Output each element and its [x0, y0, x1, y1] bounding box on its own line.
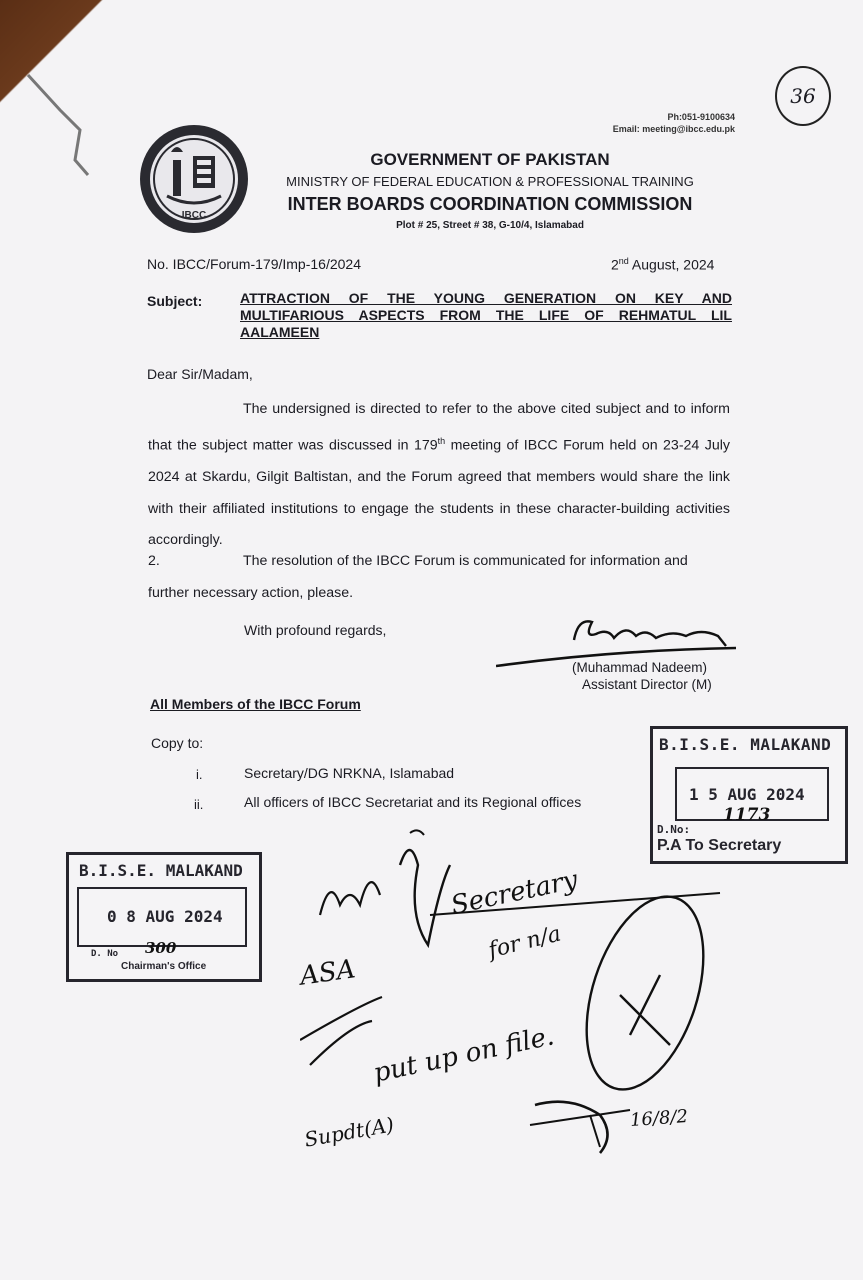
closing-regards: With profound regards, — [244, 622, 387, 638]
subject-label: Subject: — [147, 293, 203, 309]
contact-phone: Ph:051-9100634 — [667, 112, 735, 122]
salutation: Dear Sir/Madam, — [147, 366, 253, 382]
copy-item-number: i. — [196, 767, 203, 782]
handwritten-date: 16/8/2 — [629, 1106, 689, 1131]
stamp-footer: P.A To Secretary — [657, 837, 782, 854]
ibcc-seal-logo — [137, 122, 251, 236]
stamp-dno-label: D. No — [91, 949, 119, 959]
copy-item-number: ii. — [194, 797, 204, 812]
letterhead-ministry: MINISTRY OF FEDERAL EDUCATION & PROFESSIONAL TRAINING — [286, 174, 694, 189]
paper-tear — [20, 70, 100, 190]
letterhead-government: GOVERNMENT OF PAKISTAN — [370, 150, 610, 169]
receipt-stamp-chairman — [66, 852, 262, 982]
handwritten-asa: ASA — [298, 954, 358, 992]
stamp-dno-label: D.No: — [657, 823, 691, 836]
letter-date: 2nd August, 2024 — [611, 256, 715, 273]
page-number: 36 — [775, 66, 831, 126]
letterhead-address: Plot # 25, Street # 38, G-10/4, Islamabad — [396, 220, 584, 231]
copy-to-label: Copy to: — [151, 735, 204, 751]
svg-text:IBCC: IBCC — [181, 210, 207, 221]
stamp-title: B.I.S.E. MALAKAND — [659, 735, 832, 754]
paragraph-1: The undersigned is directed to refer to the above cited subject and to inform that the subject matter was discussed in 179th meeting of IBCC Forum held on 23-24 July 2024 at Skardu, Gilgit Baltistan, and the Forum agreed that members would share the link with their affiliated institutions to engage the students in these character-building activities accordingly. — [148, 401, 730, 549]
stamp-title: B.I.S.E. MALAKAND — [79, 861, 243, 880]
copy-item-text: All officers of IBCC Secretariat and its Regional offices — [244, 794, 582, 810]
recipients-heading: All Members of the IBCC Forum — [150, 696, 361, 712]
stamp-dno-value: 300 — [145, 939, 177, 957]
handwritten-supdt: Supdt(A) — [302, 1112, 396, 1152]
stamp-dno-value: 1173 — [723, 805, 771, 825]
letterhead-commission: INTER BOARDS COORDINATION COMMISSION — [287, 194, 693, 214]
signatory-name: (Muhammad Nadeem) — [572, 660, 708, 675]
handwritten-put-up-on-file: put up on file. — [370, 1021, 557, 1089]
reference-number: No. IBCC/Forum-179/Imp-16/2024 — [147, 256, 361, 272]
contact-email: Email: meeting@ibcc.edu.pk — [612, 124, 735, 134]
handwritten-secretary: Secretary — [448, 864, 581, 922]
stamp-date: 0 8 AUG 2024 — [107, 907, 223, 926]
copy-item-text: Secretary/DG NRKNA, Islamabad — [244, 765, 455, 781]
handwritten-for-na: for n/a — [486, 921, 564, 964]
stamp-date: 1 5 AUG 2024 — [689, 785, 805, 804]
handwritten-scribbles — [300, 825, 730, 1155]
subject-text: ATTRACTION OF THE YOUNG GENERATION ON KEY AND MULTIFARIOUS ASPECTS FROM THE LIFE OF REHMATUL LIL AALAMEEN — [240, 290, 732, 340]
stamp-footer: Chairman's Office — [121, 961, 207, 972]
signatory-title: Assistant Director (M) — [582, 677, 712, 692]
paragraph-2: 2. The resolution of the IBCC Forum is communicated for information and further necessary action, please. — [148, 553, 688, 601]
